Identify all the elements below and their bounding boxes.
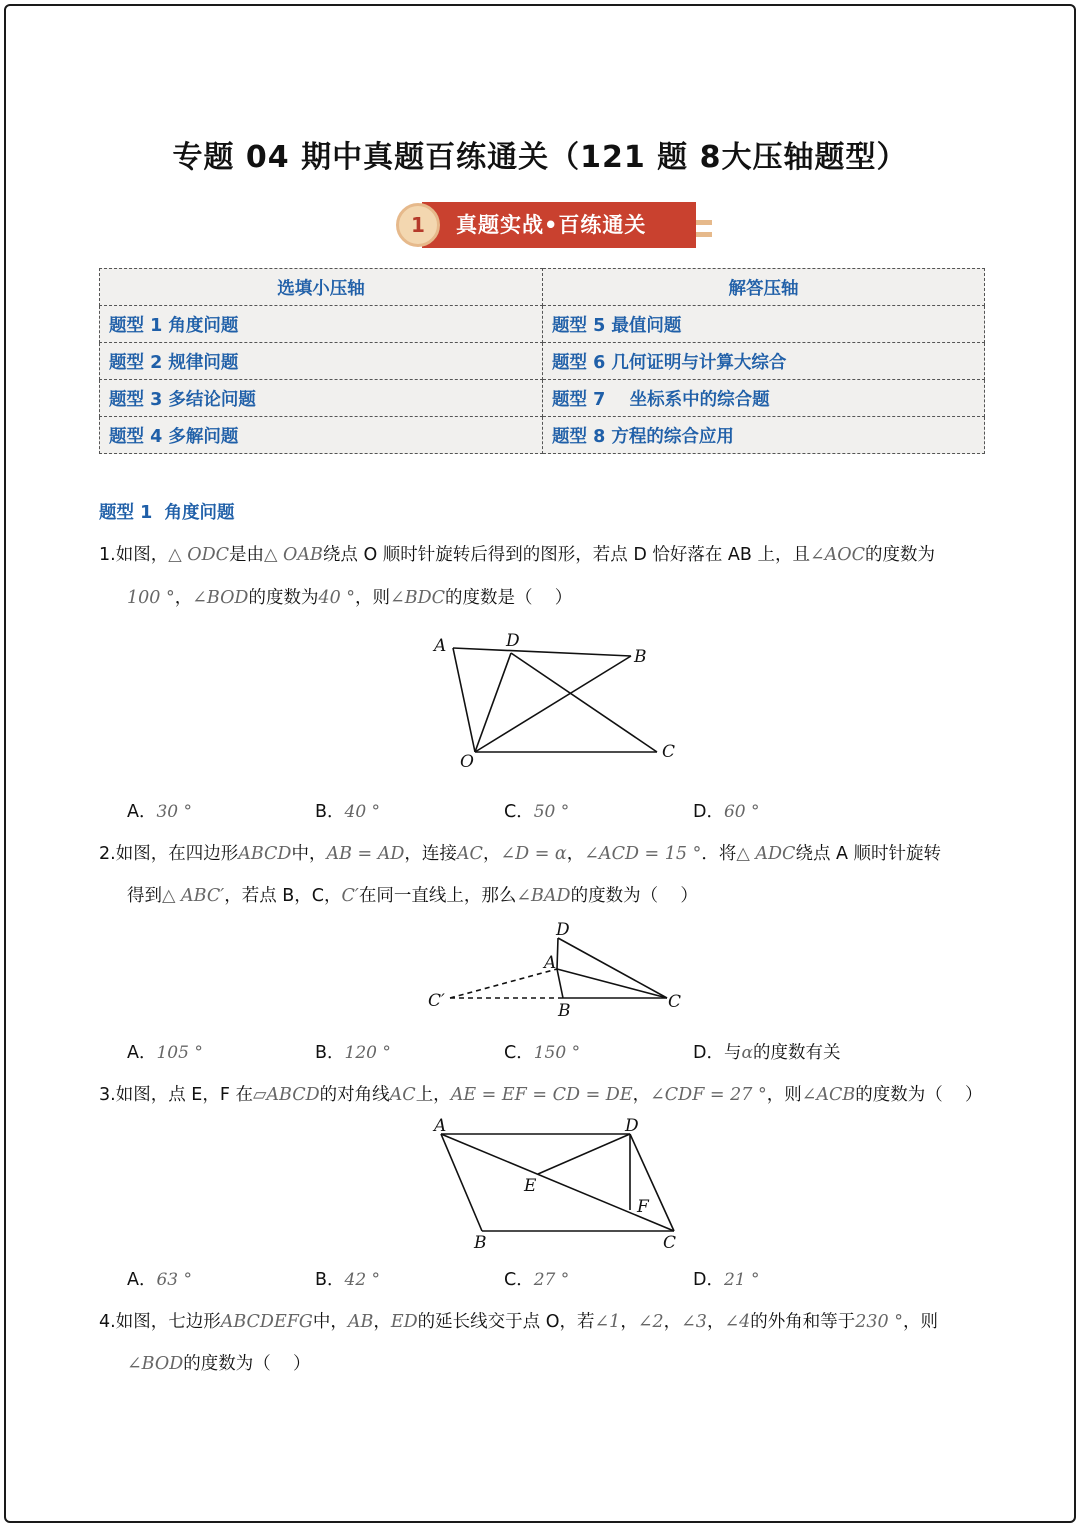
q3-option-a[interactable]: A．63 ° (127, 1270, 193, 1290)
label-A: A (434, 1116, 447, 1136)
banner-label: 真题实战•百练通关 (422, 202, 696, 248)
q3-option-b[interactable]: B．42 ° (315, 1270, 381, 1290)
banner-number-badge: 1 (396, 203, 440, 247)
segment-AO (453, 648, 475, 752)
label-C-prime: C′ (428, 991, 445, 1011)
label-F: F (637, 1197, 649, 1217)
toc-item-6[interactable]: 题型 6 几何证明与计算大综合 (543, 343, 985, 380)
toc-item-1[interactable]: 题型 1 角度问题 (100, 306, 543, 343)
label-B: B (474, 1233, 487, 1253)
q2-option-d[interactable]: D．与α的度数有关 (693, 1043, 841, 1063)
segment-ED (538, 1134, 630, 1174)
segment-DC (558, 938, 667, 998)
toc-item-7[interactable]: 题型 7 坐标系中的综合题 (543, 380, 985, 417)
toc-item-8[interactable]: 题型 8 方程的综合应用 (543, 417, 985, 454)
question-1-line-1: 1.如图，△ ODC是由△ OAB绕点 O 顺时针旋转后得到的图形，若点 D 恰好落在 AB 上，且∠AOC的度数为 (99, 545, 936, 565)
segment-DA (557, 938, 558, 969)
q1-option-b[interactable]: B．40 ° (315, 802, 381, 822)
toc-header-left: 选填小压轴 (100, 269, 543, 306)
label-D: D (556, 920, 570, 940)
q2-option-b[interactable]: B．120 ° (315, 1043, 391, 1063)
banner-decoration (696, 220, 712, 225)
toc-item-2[interactable]: 题型 2 规律问题 (100, 343, 543, 380)
q3-option-c[interactable]: C．27 ° (504, 1270, 570, 1290)
segment-OD (475, 653, 511, 752)
segment-C1A-dashed (450, 969, 557, 998)
figure-q2 (420, 918, 700, 1023)
question-4-line-1: 4.如图，七边形ABCDEFG中，AB，ED的延长线交于点 O，若∠1，∠2，∠3，∠4的外角和等于230 °，则 (99, 1312, 938, 1332)
label-B: B (558, 1001, 571, 1021)
segment-AB (453, 648, 631, 656)
label-C: C (662, 742, 676, 762)
figure-q1 (420, 626, 700, 776)
q1-option-a[interactable]: A．30 ° (127, 802, 193, 822)
label-A: A (434, 636, 447, 656)
section-heading: 题型 1 角度问题 (99, 503, 235, 523)
label-E: E (524, 1176, 537, 1196)
toc-item-4[interactable]: 题型 4 多解问题 (100, 417, 543, 454)
label-D: D (506, 631, 520, 651)
label-C: C (668, 992, 682, 1012)
q2-option-c[interactable]: C．150 ° (504, 1043, 581, 1063)
q1-option-c[interactable]: C．50 ° (504, 802, 570, 822)
topic-table (99, 268, 985, 454)
page-title: 专题 04 期中真题百练通关（121 题 8大压轴题型） (172, 140, 908, 175)
segment-AC (557, 969, 667, 998)
segment-DC (511, 653, 657, 752)
toc-item-5[interactable]: 题型 5 最值问题 (543, 306, 985, 343)
q1-option-d[interactable]: D．60 ° (693, 802, 760, 822)
toc-header-right: 解答压轴 (543, 269, 985, 306)
section-banner (396, 199, 716, 251)
label-A: A (544, 953, 557, 973)
segment-OB (475, 656, 631, 752)
label-O: O (460, 752, 474, 772)
banner-decoration (696, 232, 712, 237)
segment-AB (557, 969, 563, 998)
question-3-line-1: 3.如图，点 E，F 在▱ABCD的对角线AC上，AE = EF = CD = DE，∠CDF = 27 °，则∠ACB的度数为（ ） (99, 1085, 983, 1105)
question-2-line-1: 2.如图，在四边形ABCD中，AB = AD，连接AC，∠D = α，∠ACD = 15 °．将△ ADC绕点 A 顺时针旋转 (99, 844, 942, 864)
figure-q3 (420, 1112, 710, 1257)
question-4-line-2: ∠BOD的度数为（ ） (127, 1354, 311, 1374)
q3-option-d[interactable]: D．21 ° (693, 1270, 760, 1290)
label-C: C (663, 1233, 677, 1253)
label-B: B (634, 647, 647, 667)
label-D: D (625, 1116, 639, 1136)
question-1-line-2: 100 °，∠BOD的度数为40 °，则∠BDC的度数是（ ） (127, 588, 573, 608)
q2-option-a[interactable]: A．105 ° (127, 1043, 203, 1063)
toc-item-3[interactable]: 题型 3 多结论问题 (100, 380, 543, 417)
question-2-line-2: 得到△ ABC′，若点 B，C，C′在同一直线上，那么∠BAD的度数为（ ） (127, 886, 698, 906)
